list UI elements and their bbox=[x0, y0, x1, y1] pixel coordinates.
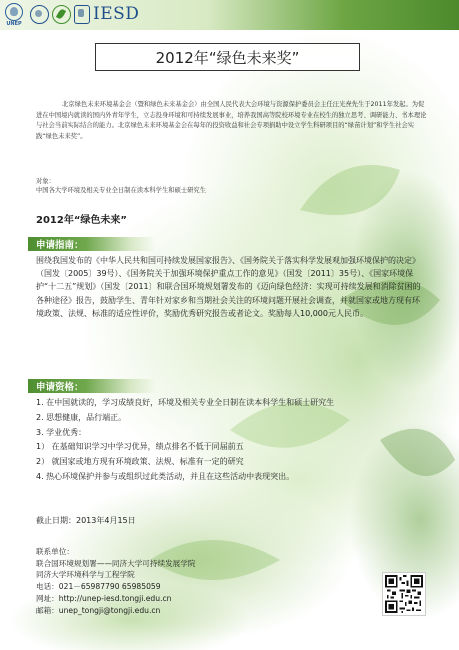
qualification-heading: 申请资格： bbox=[36, 382, 84, 393]
section-title: 2012年“绿色未来” bbox=[36, 215, 127, 226]
contact-school: 同济大学环境科学与工程学院 bbox=[36, 570, 135, 580]
intro-paragraph: 北京绿色未来环境基金会（暨和绿色未来基金会）由全国人民代表大会环境与资源保护委员会主任汪光焘先生于2011年发起。为促进在中国境内就读的国内外青年学生，立志投身环境和可持续发展事业，培养我国高等院校环境专业在校生的独立思考、调研能力、书本理论与社会当前实际结合的能力。北京绿色未来环境基金会在每年的投资收益和社会专项捐助中设立学生科研项目的“绿苗计划”和学生社会实践“绿色未来奖”。 bbox=[36, 101, 427, 141]
contact-email[interactable]: 邮箱：unep_tongji@tongji.edu.cn bbox=[36, 605, 161, 615]
list-item: 3. 学业优秀： bbox=[36, 427, 87, 437]
green-leaf-emblem-icon bbox=[52, 5, 71, 24]
page-title: 2012年“绿色未来奖” bbox=[95, 43, 360, 71]
qualification-list bbox=[36, 396, 436, 485]
guide-heading: 申请指南： bbox=[36, 240, 84, 251]
unep-label: UNEP bbox=[6, 21, 22, 27]
object-label: 对象： bbox=[36, 178, 55, 185]
tongji-emblem-icon bbox=[30, 5, 49, 24]
globe-icon bbox=[5, 3, 23, 21]
contact-org: 联合国环境规划署——同济大学可持续发展学院 bbox=[36, 558, 196, 568]
list-item: 1） 在基础知识学习中学习优异，绩点排名不低于同届前五 bbox=[36, 442, 244, 452]
contact-label: 联系单位： bbox=[36, 547, 74, 556]
guide-text: 围绕我国发布的《中华人民共和国可持续发展国家报告》、《国务院关于落实科学发展观加强环境保护的决定》（国发〔2005〕39号）、《国务院关于加强环境保护重点工作的意见》（国发〔2011〕35号）、《国家环境保护“十二五”规划》（国发〔2011〕和联合国环境规划署发布的《迈向绿色经济：实现可持续发展和消除贫困的各种途径》报告，鼓励学生、青年针对家乡和当期社会关注的环境问题开展社会调查，并就国家或地方现有环境政策、法规、标准的适应性评价，奖励优秀研究报告或者论文。奖励每人10,000元人民币。 bbox=[36, 256, 421, 318]
header-bar bbox=[0, 0, 459, 30]
list-item: 1. 在中国就读的，学习成绩良好，环境及相关专业全日制在读本科学生和硕士研究生 bbox=[36, 398, 335, 407]
qualification-heading-bar bbox=[28, 379, 156, 393]
qr-code-icon bbox=[382, 572, 426, 616]
contact-phone: 电话：021－65987790 65985059 bbox=[36, 582, 161, 592]
contact-website[interactable]: 网址：http://unep-iesd.tongji.edu.cn bbox=[36, 593, 172, 603]
iesd-logo bbox=[74, 4, 139, 24]
list-item: 2） 就国家或地方现有环境政策、法规、标准有一定的研究 bbox=[36, 457, 244, 467]
iesd-label: IESD bbox=[93, 4, 140, 24]
iesd-emblem-icon bbox=[74, 5, 90, 24]
list-item: 2. 思想健康，品行端正。 bbox=[36, 412, 127, 422]
guide-heading-bar bbox=[28, 237, 156, 251]
unep-logo bbox=[4, 3, 24, 27]
object-text: 中国各大学环境及相关专业全日制在读本科学生和硕士研究生 bbox=[36, 187, 207, 194]
list-item: 4. 热心环境保护并参与或组织过此类活动，并且在这些活动中表现突出。 bbox=[36, 471, 295, 481]
deadline: 截止日期：2013年4月15日 bbox=[36, 516, 136, 525]
contact-block bbox=[36, 546, 195, 616]
